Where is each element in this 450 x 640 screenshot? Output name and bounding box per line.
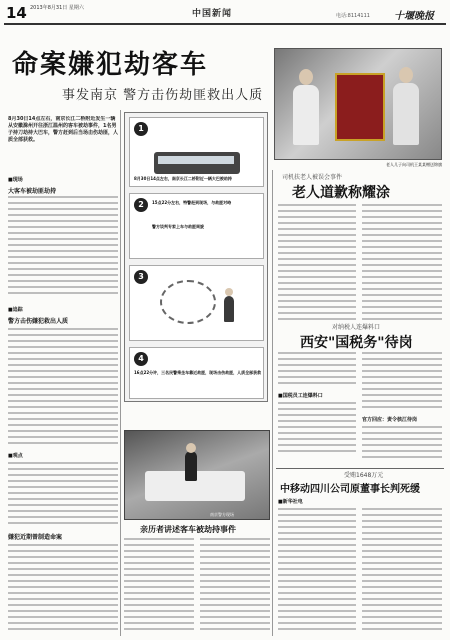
infographic-panel-1	[129, 117, 264, 187]
bottom-story-title: 亲历者讲述客车被劫持事件	[140, 524, 236, 534]
person-head	[299, 69, 313, 85]
figure	[185, 451, 197, 481]
subtitle-3: 嫌犯近期曾制造命案	[8, 534, 63, 541]
step-number: 1	[134, 122, 148, 136]
text-block	[124, 538, 194, 634]
infographic-caption-1: 8月30日14点左右，南京长江二桥附近一辆大巴被劫持	[134, 176, 232, 181]
bus-window	[158, 156, 234, 164]
story-kicker-3: 受贿1648万元	[344, 472, 384, 479]
figure-head	[225, 288, 233, 296]
story-title-1: 老人道歉称耀涂	[292, 185, 390, 201]
label-view: ■观点	[8, 453, 23, 459]
step-number: 3	[134, 270, 148, 284]
text-block	[278, 402, 356, 458]
infographic-panel-2	[129, 193, 264, 259]
column-divider	[120, 110, 121, 636]
story-kicker-2: 对纳税人连爆料口	[332, 324, 381, 331]
story-title-2: 西安"国税务"待岗	[300, 335, 413, 351]
text-block	[200, 538, 270, 634]
text-block	[362, 352, 442, 412]
text-block	[8, 544, 118, 634]
page-header	[4, 3, 446, 25]
text-block	[278, 204, 356, 324]
story-label-3: ■新华社电	[278, 499, 303, 505]
photo-caption-bottom: 南京警方现场	[210, 512, 234, 517]
label-live: ■现场	[8, 177, 23, 183]
step-number: 4	[134, 352, 148, 366]
infographic-panel-4	[129, 347, 264, 399]
text-block	[278, 508, 356, 634]
text-block	[362, 204, 442, 324]
figure	[224, 296, 234, 322]
text-block	[362, 426, 442, 466]
infographic-caption-4: 16点22分许，三名民警乘坐车靠近劫匪，现场击伤劫匪，人质全部获救	[134, 370, 262, 375]
main-headline: 命案嫌犯劫客车	[12, 50, 209, 80]
banner-graphic	[335, 73, 385, 141]
hotline: 电话:8114111	[336, 13, 370, 19]
page-number: 14	[6, 4, 27, 22]
column-divider	[272, 170, 273, 636]
main-subhead: 事发南京 警方击伤劫匪救出人质	[62, 88, 264, 103]
date-line: 2013年8月31日 星期六	[30, 5, 84, 11]
explosion-graphic	[160, 280, 216, 324]
story-kicker-1: 司机扶老人被误会事件	[282, 174, 343, 181]
figure-head	[186, 443, 196, 453]
infographic	[124, 112, 268, 402]
story-divider	[276, 468, 444, 469]
award-photo	[274, 48, 442, 160]
step-number: 2	[134, 198, 148, 212]
scene-photo	[124, 430, 270, 520]
person-head	[399, 67, 413, 83]
masthead-logo: 十堰晚报	[394, 11, 434, 22]
subtitle-2: 警方击伤嫌犯救出人质	[8, 318, 69, 325]
story-title-3: 中移动四川公司原董事长判死缓	[280, 484, 420, 495]
main-lead: 8月30日14点左右，南京长江二桥附近发生一辆从安徽滁州开往浙江温州的客车被劫事件，1名男子持刀劫持大巴车，警方赶到后当场击伤劫匪，人质全部获救。	[8, 116, 118, 143]
text-block	[8, 196, 118, 302]
official-note: 官方回应：责令核江待岗	[362, 417, 418, 423]
subtitle-1: 大客车被劫匪劫持	[8, 188, 57, 195]
section-title: 中国新闻	[192, 9, 233, 19]
label-follow: ■追踪	[8, 307, 23, 313]
infographic-caption-3: 警方谈判专家上车与劫匪周旋	[152, 224, 204, 229]
story-label-2: ■国税员工连爆料口	[278, 393, 323, 399]
person-body	[393, 83, 419, 145]
text-block	[278, 352, 356, 390]
text-block	[362, 508, 442, 634]
photo-caption-top: 老人儿子向司机王某某赠送锦旗	[386, 162, 442, 167]
infographic-caption-2: 15点22分左右，特警赶到现场，与劫匪对峙	[152, 200, 232, 205]
person-body	[293, 85, 319, 145]
infographic-panel-3	[129, 265, 264, 341]
text-block	[8, 462, 118, 528]
text-block	[8, 328, 118, 448]
